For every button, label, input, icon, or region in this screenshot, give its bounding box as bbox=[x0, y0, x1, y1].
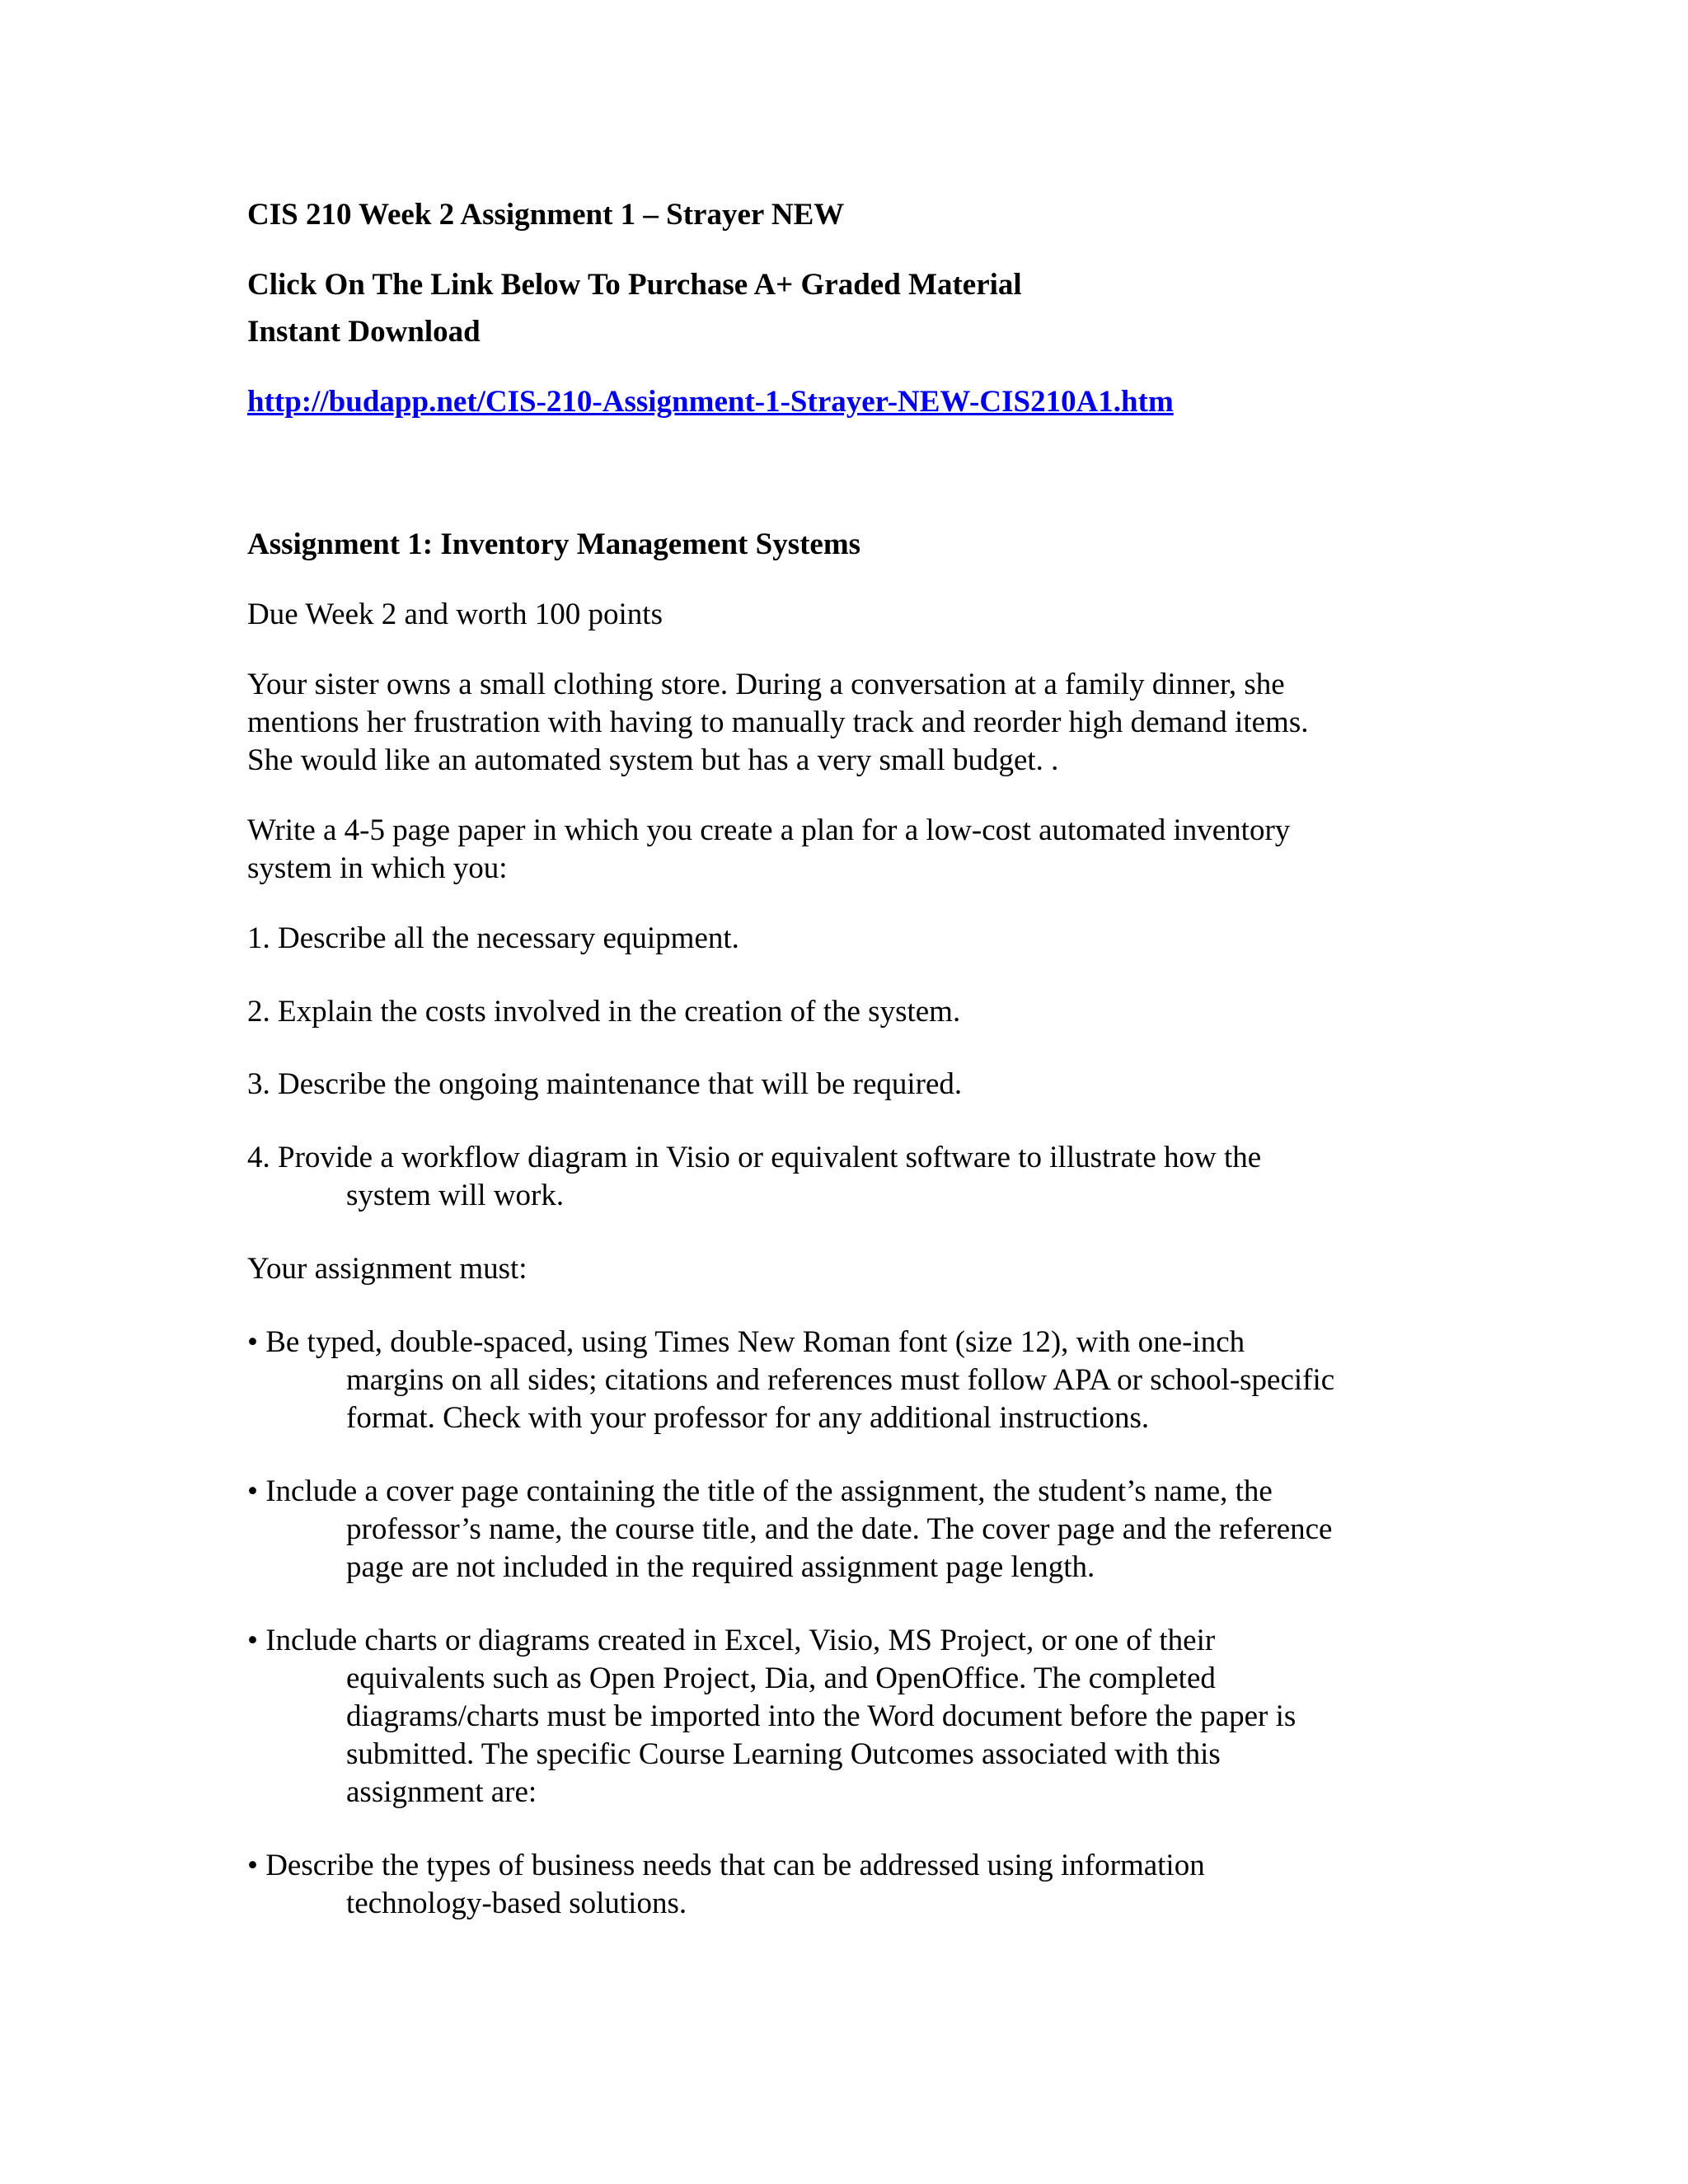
requirements-label: Your assignment must: bbox=[247, 1252, 528, 1286]
bullet-item-continuation: professor’s name, the course title, and the date. The cover page and the reference bbox=[346, 1512, 1333, 1546]
bullet-item: • Be typed, double-spaced, using Times New Roman font (size 12), with one-inch bbox=[247, 1325, 1245, 1359]
bullet-item-continuation: technology-based solutions. bbox=[346, 1886, 687, 1920]
write-line: system in which you: bbox=[247, 851, 508, 885]
intro-line: She would like an automated system but has a very small budget. . bbox=[247, 743, 1059, 777]
numbered-item: 4. Provide a workflow diagram in Visio or equivalent software to illustrate how the bbox=[247, 1141, 1262, 1174]
purchase-link[interactable]: http://budapp.net/CIS-210-Assignment-1-Strayer-NEW-CIS210A1.htm bbox=[247, 385, 1174, 419]
numbered-item-continuation: system will work. bbox=[346, 1179, 565, 1212]
bullet-item-continuation: margins on all sides; citations and references must follow APA or school-specific bbox=[346, 1363, 1335, 1397]
numbered-item: 1. Describe all the necessary equipment. bbox=[247, 921, 739, 955]
purchase-promo-line: Click On The Link Below To Purchase A+ Graded Material bbox=[247, 268, 1022, 302]
bullet-item: • Include a cover page containing the title of the assignment, the student’s name, the bbox=[247, 1474, 1273, 1508]
bullet-item-continuation: equivalents such as Open Project, Dia, and OpenOffice. The completed bbox=[346, 1661, 1216, 1695]
document-title: CIS 210 Week 2 Assignment 1 – Strayer NEW bbox=[247, 198, 845, 232]
numbered-item: 3. Describe the ongoing maintenance that will be required. bbox=[247, 1067, 963, 1101]
bullet-item: • Include charts or diagrams created in Excel, Visio, MS Project, or one of their bbox=[247, 1624, 1216, 1657]
numbered-item: 2. Explain the costs involved in the creation of the system. bbox=[247, 995, 961, 1029]
bullet-item-continuation: diagrams/charts must be imported into the Word document before the paper is bbox=[346, 1699, 1296, 1733]
instant-download-line: Instant Download bbox=[247, 315, 481, 349]
bullet-item-continuation: assignment are: bbox=[346, 1775, 537, 1809]
bullet-item-continuation: format. Check with your professor for any additional instructions. bbox=[346, 1401, 1150, 1435]
bullet-item-continuation: page are not included in the required assignment page length. bbox=[346, 1550, 1095, 1584]
intro-line: mentions her frustration with having to manually track and reorder high demand items. bbox=[247, 705, 1309, 739]
write-line: Write a 4-5 page paper in which you create a plan for a low-cost automated inventory bbox=[247, 813, 1291, 847]
intro-line: Your sister owns a small clothing store. During a conversation at a family dinner, she bbox=[247, 668, 1285, 701]
bullet-item-continuation: submitted. The specific Course Learning Outcomes associated with this bbox=[346, 1737, 1221, 1771]
assignment-heading: Assignment 1: Inventory Management Systems bbox=[247, 527, 861, 561]
due-line: Due Week 2 and worth 100 points bbox=[247, 598, 663, 631]
bullet-item: • Describe the types of business needs that can be addressed using information bbox=[247, 1849, 1205, 1882]
